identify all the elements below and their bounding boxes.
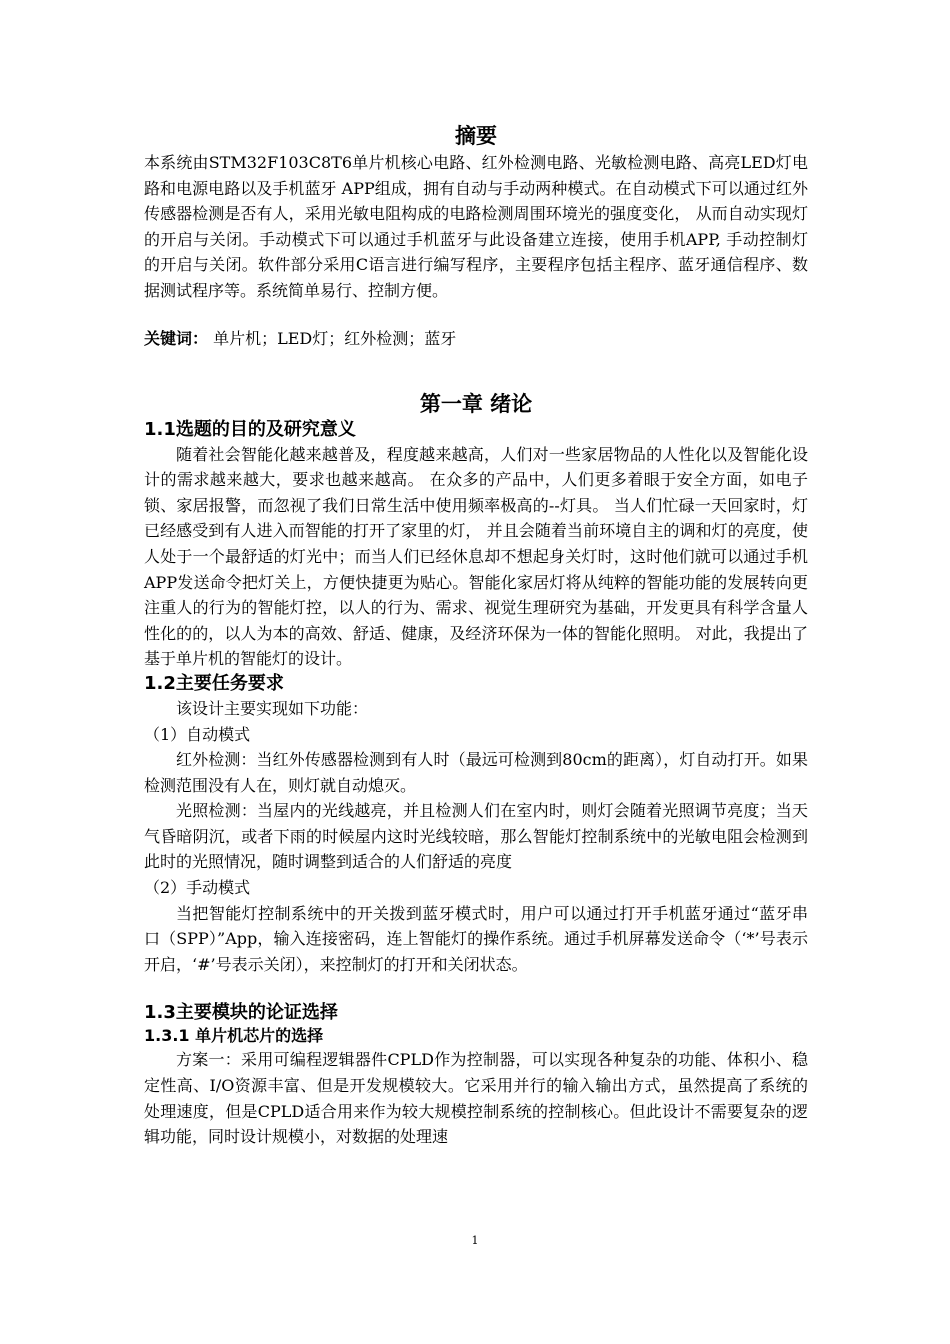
infrared-detection-text: 红外检测：当红外传感器检测到有人时（最远可检测到80cm的距离），灯自动打开。如果检测范围没有人在，则灯就自动熄灭。	[144, 750, 808, 795]
bluetooth-mode-text: 当把智能灯控制系统中的开关拨到蓝牙模式时，用户可以通过打开手机蓝牙通过“蓝牙串口（SPP）”App，输入连接密码，连上智能灯的操作系统。通过手机屏幕发送命令（‘*’号表示开启，‘#’号表示关闭），来控制灯的打开和关闭状态。	[144, 903, 808, 974]
abstract-body: 本系统由STM32F103C8T6单片机核心电路、红外检测电路、光敏检测电路、高亮LED灯电路和电源电路以及手机蓝牙 APP组成，拥有自动与手动两种模式。在自动模式下可以通过红外传感器检测是否有人，采用光敏电阻构成的电路检测周围环境光的强度变化， 从而自动实现灯的开启与关闭。手动模式下可以通过手机蓝牙与此设备建立连接，使用手机APP, 手动控制灯的开启与关闭。软件部分采用C语言进行编写程序，主要程序包括主程序、蓝牙通信程序、数据测试程序等。系统简单易行、控制方便。	[144, 153, 808, 300]
abstract-title: 摘要	[455, 124, 497, 148]
section-1-3-1-body: 方案一：采用可编程逻辑器件CPLD作为控制器，可以实现各种复杂的功能、体积小、稳定性高、I/O资源丰富、但是开发规模较大。它采用并行的输入输出方式，虽然提高了系统的处理速度，但是CPLD适合用来作为较大规模控制系统的控制核心。但此设计不需要复杂的逻辑功能，同时设计规模小，对数据的处理速	[144, 1050, 808, 1147]
auto-mode-label: （1）自动模式	[144, 724, 251, 744]
section-1-1-body: 随着社会智能化越来越普及，程度越来越高，人们对一些家居物品的人性化以及智能化设计的需求越来越大，要求也越来越高。 在众多的产品中，人们更多着眼于安全方面，如电子锁、家居报警，而忽视了我们日常生活中使用频率极高的--灯具。 当人们忙碌一天回家时，灯已经感受到有人进入而智能的打开了家里的灯， 并且会随着当前环境自主的调和灯的亮度，使人处于一个最舒适的灯光中；而当人们已经休息却不想起身关灯时，这时他们就可以通过手机APP发送命令把灯关上，方便快捷更为贴心。智能化家居灯将从纯粹的智能功能的发展转向更注重人的行为的智能灯控，以人的行为、需求、视觉生理研究为基础，开发更具有科学含量人性化的的，以人为本的高效、舒适、健康，及经济环保为一体的智能化照明。 对此，我提出了基于单片机的智能灯的设计。	[144, 444, 808, 669]
chapter-title: 第一章 绪论	[419, 391, 533, 416]
spacer	[144, 977, 808, 1001]
section-heading-1-1: 1.1选题的目的及研究意义	[144, 418, 356, 440]
section-1-2-intro: 该设计主要实现如下功能：	[176, 698, 369, 718]
keywords-line	[144, 326, 808, 352]
section-heading-1-3-1: 1.3.1 单片机芯片的选择	[144, 1026, 324, 1046]
page-number: 1	[471, 1234, 479, 1247]
spacer	[144, 304, 808, 326]
keywords-label: 关键词：	[144, 328, 209, 348]
page-content	[144, 122, 808, 1150]
section-heading-1-3: 1.3主要模块的论证选择	[144, 1002, 338, 1024]
light-detection-text: 光照检测：当屋内的光线越亮，并且检测人们在室内时，则灯会随着光照调节亮度；当天气昏暗阴沉，或者下雨的时候屋内这时光线较暗，那么智能灯控制系统中的光敏电阻会检测到此时的光照情况，随时调整到适合的人们舒适的亮度	[144, 801, 808, 872]
spacer	[144, 352, 808, 390]
section-heading-1-2: 1.2主要任务要求	[144, 672, 284, 694]
keywords-text: 单片机；LED灯；红外检测；蓝牙	[208, 328, 457, 348]
manual-mode-label: （2）手动模式	[144, 878, 251, 898]
